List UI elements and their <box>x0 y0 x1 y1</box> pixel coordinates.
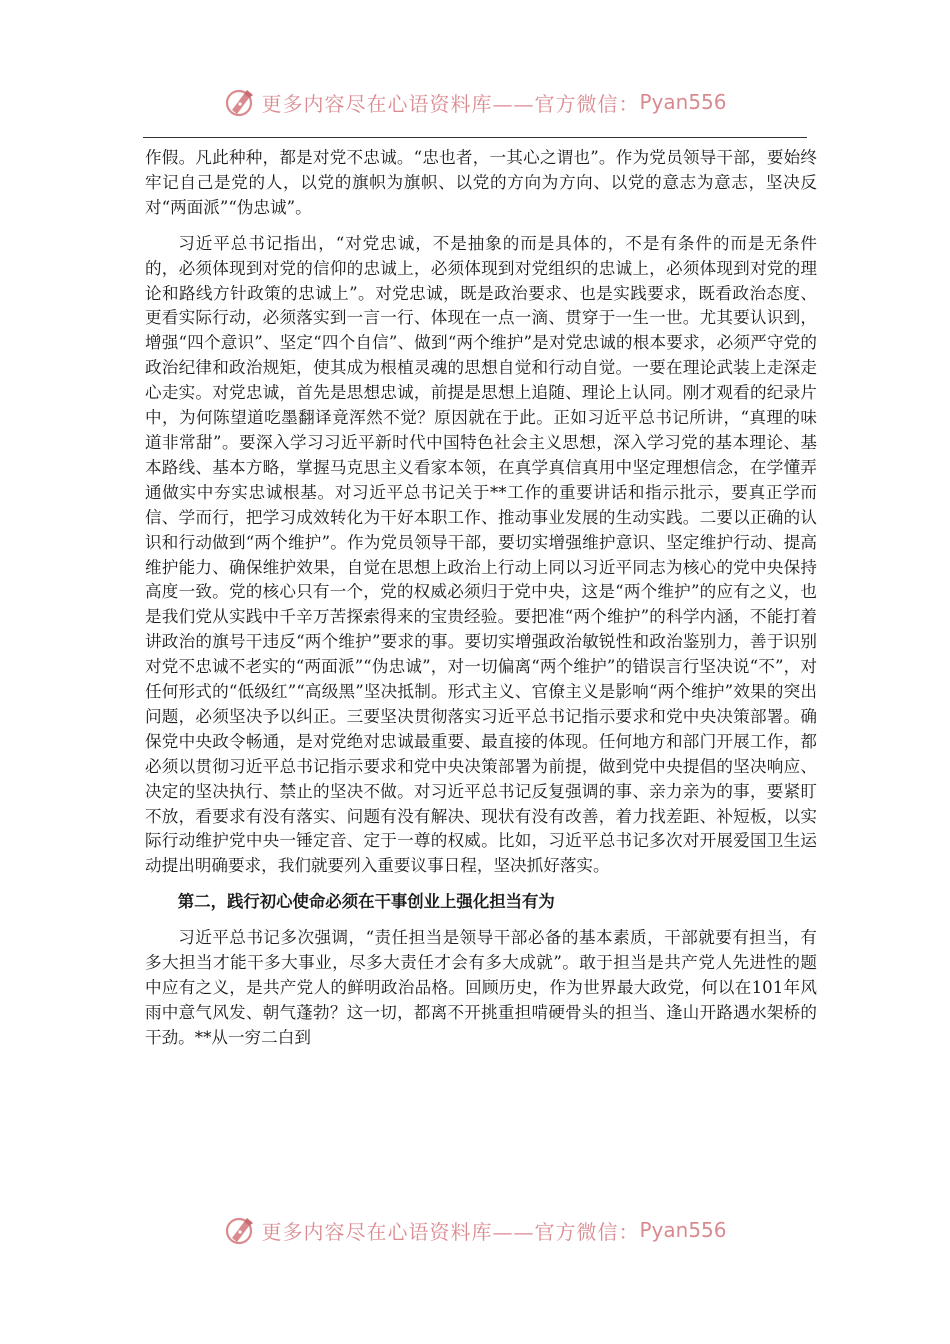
section-heading: 第二，践行初心使命必须在干事创业上强化担当有为 <box>177 892 555 912</box>
pen-nib-logo-icon <box>223 1213 257 1247</box>
paragraph-responsibility: 习近平总书记多次强调，“责任担当是领导干部必备的基本素质，干部就要有担当，有多大担当才能干多大事业，尽多大责任才会有多大成就”。敢于担当是共产党人先进性的题中应有之义，是共产党人的鲜明政治品格。回顾历史，作为世界最大政党，何以在101年风雨中意气风发、朝气蓬勃？这一切，都离不开挑重担啃硬骨头的担当、逢山开路遇水架桥的干劲。**从一穷二白到 <box>145 928 817 1047</box>
header-slogan: 更多内容尽在心语资料库——官方微信： <box>261 91 640 116</box>
document-body <box>145 146 817 1051</box>
header-account: Pyan556 <box>639 90 727 114</box>
footer-watermark-banner <box>0 1210 950 1250</box>
paragraph-loyalty: 习近平总书记指出，“对党忠诚，不是抽象的而是具体的，不是有条件的而是无条件的，必须体现到对党的信仰的忠诚上，必须体现到对党组织的忠诚上，必须体现到对党的理论和路线方针政策的忠诚上”。对党忠诚，既是政治要求、也是实践要求，既看政治态度、更看实际行动，必须落实到一言一行、体现在一点一滴、贯穿于一生一世。尤其要认识到，增强“四个意识”、坚定“四个自信”、做到“两个维护”是对党忠诚的根本要求，必须严守党的政治纪律和政治规矩，使其成为根植灵魂的思想自觉和行动自觉。一要在理论武装上走深走心走实。对党忠诚，首先是思想忠诚，前提是思想上追随、理论上认同。刚才观看的纪录片中，为何陈望道吃墨翻译竟浑然不觉？原因就在于此。正如习近平总书记所讲，“真理的味道非常甜”。要深入学习习近平新时代中国特色社会主义思想，深入学习党的基本理论、基本路线、基本方略，掌握马克思主义看家本领，在真学真信真用中坚定理想信念，在学懂弄通做实中夯实忠诚根基。对习近平总书记关于**工作的重要讲话和指示批示，要真正学而信、学而行，把学习成效转化为干好本职工作、推动事业发展的生动实践。二要以正确的认识和行动做到“两个维护”。作为党员领导干部，要切实增强维护意识、坚定维护行动、提高维护能力、确保维护效果，自觉在思想上政治上行动上同以习近平同志为核心的党中央保持高度一致。党的核心只有一个，党的权威必须归于党中央，这是“两个维护”的应有之义，也是我们党从实践中千辛万苦探索得来的宝贵经验。要把准“两个维护”的科学内涵，不能打着讲政治的旗号干违反“两个维护”要求的事。要切实增强政治敏锐性和政治鉴别力，善于识别对党不忠诚不老实的“两面派”“伪忠诚”，对一切偏离“两个维护”的错误言行坚决说“不”，对任何形式的“低级红”“高级黑”坚决抵制。形式主义、官僚主义是影响“两个维护”效果的突出问题，必须坚决予以纠正。三要坚决贯彻落实习近平总书记指示要求和党中央决策部署。确保党中央政令畅通，是对党绝对忠诚最重要、最直接的体现。任何地方和部门开展工作，都必须以贯彻习近平总书记指示要求和党中央决策部署为前提，做到党中央提倡的坚决响应、决定的坚决执行、禁止的坚决不做。对习近平总书记反复强调的事、亲力亲为的事，要紧盯不放，看要求有没有落实、问题有没有解决、现状有没有改善，着力找差距、补短板，以实际行动维护党中央一锤定音、定于一尊的权威。比如，习近平总书记多次对开展爱国卫生运动提出明确要求，我们就要列入重要议事日程，坚决抓好落实。 <box>145 233 817 876</box>
pen-nib-logo-icon <box>223 85 257 119</box>
footer-slogan: 更多内容尽在心语资料库——官方微信： <box>261 1219 640 1244</box>
footer-account: Pyan556 <box>639 1218 727 1242</box>
header-divider <box>143 137 807 138</box>
header-watermark-banner <box>0 82 950 122</box>
paragraph-continuation: 作假。凡此种种，都是对党不忠诚。“忠也者，一其心之谓也”。作为党员领导干部，要始终牢记自己是党的人，以党的旗帜为旗帜、以党的方向为方向、以党的意志为意志，坚决反对“两面派”“伪忠诚”。 <box>145 148 817 217</box>
